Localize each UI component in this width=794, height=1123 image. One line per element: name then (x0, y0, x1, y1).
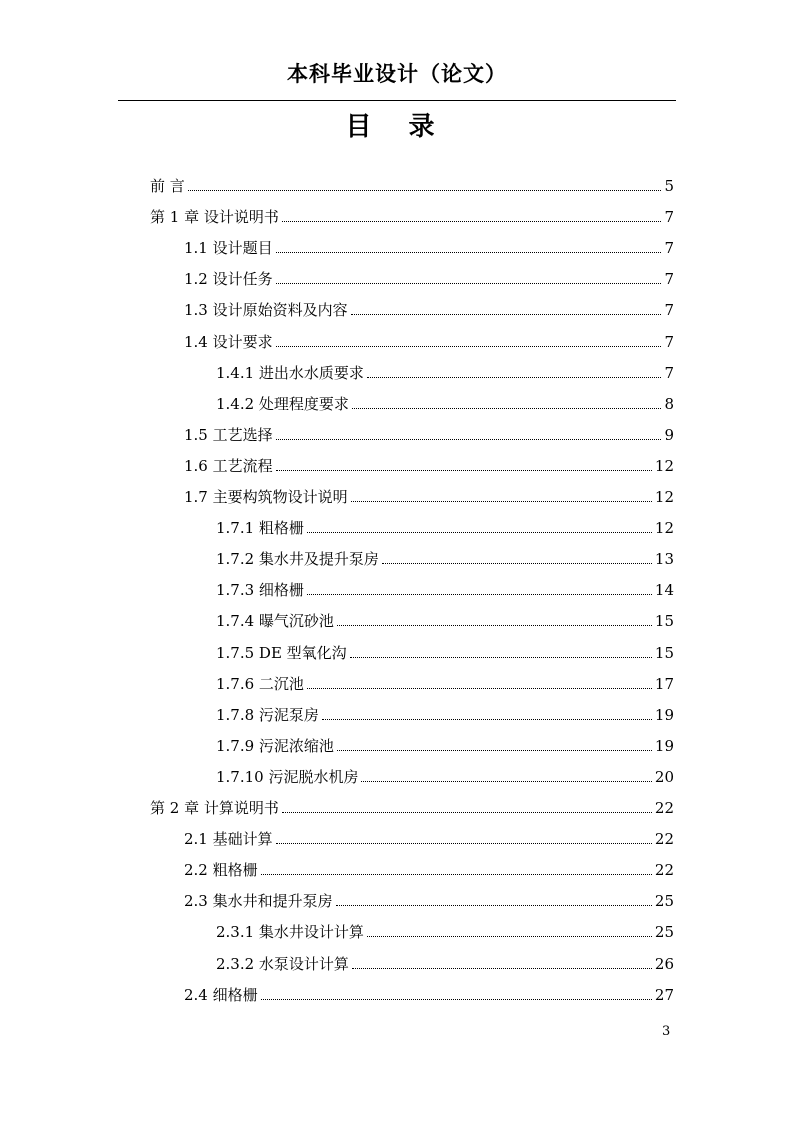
toc-dot-leader (282, 221, 662, 222)
toc-entry-title: 1.7.10 污泥脱水机房 (216, 767, 359, 786)
toc-entry-page: 22 (654, 830, 674, 849)
toc-dot-leader (276, 439, 662, 440)
toc-entry[interactable] (216, 539, 674, 569)
toc-entry-page: 22 (654, 799, 674, 817)
toc-entry[interactable] (150, 788, 674, 818)
toc-entry[interactable] (216, 570, 674, 600)
toc-entry[interactable] (216, 601, 674, 631)
toc-entry[interactable] (216, 664, 674, 694)
toc-entry-page: 19 (654, 705, 674, 724)
toc-entry[interactable] (216, 726, 674, 756)
toc-entry-page: 26 (654, 954, 674, 973)
toc-entry-title: 1.7.2 集水井及提升泵房 (216, 550, 379, 569)
toc-entry[interactable] (150, 197, 674, 227)
toc-entry-title: 1.3 设计原始资料及内容 (184, 301, 348, 320)
toc-dot-leader (261, 874, 652, 875)
toc-entry-title: 2.4 细格栅 (184, 985, 258, 1004)
toc-entry-title: 2.3.2 水泵设计计算 (216, 954, 349, 973)
toc-entry[interactable] (184, 477, 674, 507)
toc-entry-page: 25 (654, 923, 674, 942)
toc-dot-leader (188, 190, 662, 191)
toc-entry-title: 2.1 基础计算 (184, 830, 273, 849)
toc-entry[interactable] (216, 912, 674, 942)
header-divider (118, 100, 676, 101)
toc-entry-page: 20 (654, 767, 674, 786)
toc-entry-page: 9 (664, 425, 674, 444)
toc-dot-leader (337, 750, 652, 751)
toc-entry[interactable] (184, 881, 674, 911)
page-number: 3 (662, 1024, 671, 1039)
toc-dot-leader (276, 843, 652, 844)
toc-entry-page: 8 (664, 394, 674, 413)
toc-dot-leader (322, 719, 652, 720)
toc-title: 目 录 (345, 112, 449, 142)
toc-entry-page: 25 (654, 892, 674, 911)
toc-entry-page: 15 (654, 612, 674, 631)
toc-dot-leader (276, 252, 662, 253)
toc-entry-title: 1.7.3 细格栅 (216, 581, 304, 600)
toc-dot-leader (307, 688, 652, 689)
toc-entry-title: 1.7.8 污泥泵房 (216, 705, 319, 724)
toc-entry-title: 第 1 章 设计说明书 (150, 208, 279, 227)
toc-entry-page: 19 (654, 736, 674, 755)
toc-entry[interactable] (184, 446, 674, 476)
toc-entry[interactable] (216, 508, 674, 538)
toc-dot-leader (276, 346, 662, 347)
toc-entry-page: 7 (664, 208, 674, 227)
toc-entry-title: 2.2 粗格栅 (184, 861, 258, 880)
toc-entry-page: 5 (664, 177, 674, 195)
toc-dot-leader (367, 936, 652, 937)
toc-dot-leader (337, 625, 652, 626)
toc-entry-title: 第 2 章 计算说明书 (150, 799, 279, 817)
toc-entry[interactable] (216, 695, 674, 725)
toc-entry[interactable] (184, 850, 674, 880)
toc-dot-leader (336, 905, 652, 906)
toc-entry-page: 27 (654, 985, 674, 1004)
toc-dot-leader (351, 314, 662, 315)
toc-entry-page: 14 (654, 581, 674, 600)
toc-entry-title: 1.6 工艺流程 (184, 456, 273, 475)
toc-entry-page: 15 (654, 643, 674, 662)
toc-entry[interactable] (184, 228, 674, 258)
toc-entry-title: 2.3 集水井和提升泵房 (184, 892, 333, 911)
toc-entry[interactable] (184, 322, 674, 352)
toc-entry-title: 1.7.1 粗格栅 (216, 519, 304, 538)
toc-entry-page: 12 (654, 488, 674, 506)
toc-entry[interactable] (216, 757, 674, 787)
toc-dot-leader (352, 408, 662, 409)
toc-entry[interactable] (216, 633, 674, 663)
toc-entry[interactable] (184, 290, 674, 320)
toc-entry-title: 1.4.1 进出水水质要求 (216, 363, 364, 382)
toc-entry-title: 前 言 (150, 177, 185, 195)
toc-entry[interactable] (216, 944, 674, 974)
toc-entry-page: 7 (664, 301, 674, 320)
toc-entry-title: 1.5 工艺选择 (184, 425, 273, 444)
toc-dot-leader (307, 594, 652, 595)
toc-entry-title: 1.7.6 二沉池 (216, 674, 304, 693)
toc-entry-title: 1.1 设计题目 (184, 239, 273, 258)
toc-entry[interactable] (150, 166, 674, 196)
toc-entry-page: 7 (664, 363, 674, 382)
toc-entry[interactable] (184, 819, 674, 849)
toc-dot-leader (352, 968, 652, 969)
toc-entry-page: 17 (654, 674, 674, 693)
toc-entry-title: 1.7.9 污泥浓缩池 (216, 736, 334, 755)
toc-dot-leader (276, 283, 662, 284)
toc-dot-leader (350, 657, 652, 658)
toc-entry-title: 1.7.5 DE 型氧化沟 (216, 643, 347, 662)
toc-entry[interactable] (216, 353, 674, 383)
toc-entry-title: 1.2 设计任务 (184, 270, 273, 289)
document-header-title: 本科毕业设计（论文） (287, 61, 507, 86)
toc-dot-leader (261, 999, 652, 1000)
toc-entry[interactable] (184, 259, 674, 289)
toc-entry-title: 1.4 设计要求 (184, 332, 273, 351)
toc-entry-title: 1.7 主要构筑物设计说明 (184, 488, 348, 506)
toc-dot-leader (307, 532, 652, 533)
toc-dot-leader (276, 470, 652, 471)
toc-entry-page: 12 (654, 456, 674, 475)
toc-entry[interactable] (184, 975, 674, 1005)
toc-dot-leader (382, 563, 652, 564)
toc-entry-page: 12 (654, 519, 674, 538)
toc-dot-leader (361, 781, 651, 782)
toc-entry[interactable] (216, 384, 674, 414)
toc-entry-page: 7 (664, 239, 674, 258)
toc-dot-leader (367, 377, 662, 378)
toc-entry-page: 7 (664, 332, 674, 351)
toc-dot-leader (351, 501, 652, 502)
toc-dot-leader (282, 812, 652, 813)
toc-entry-title: 2.3.1 集水井设计计算 (216, 923, 364, 942)
toc-entry[interactable] (184, 415, 674, 445)
toc-entry-page: 22 (654, 861, 674, 880)
toc-entry-page: 7 (664, 270, 674, 289)
toc-entry-page: 13 (654, 550, 674, 569)
toc-entry-title: 1.7.4 曝气沉砂池 (216, 612, 334, 631)
toc-entry-title: 1.4.2 处理程度要求 (216, 394, 349, 413)
